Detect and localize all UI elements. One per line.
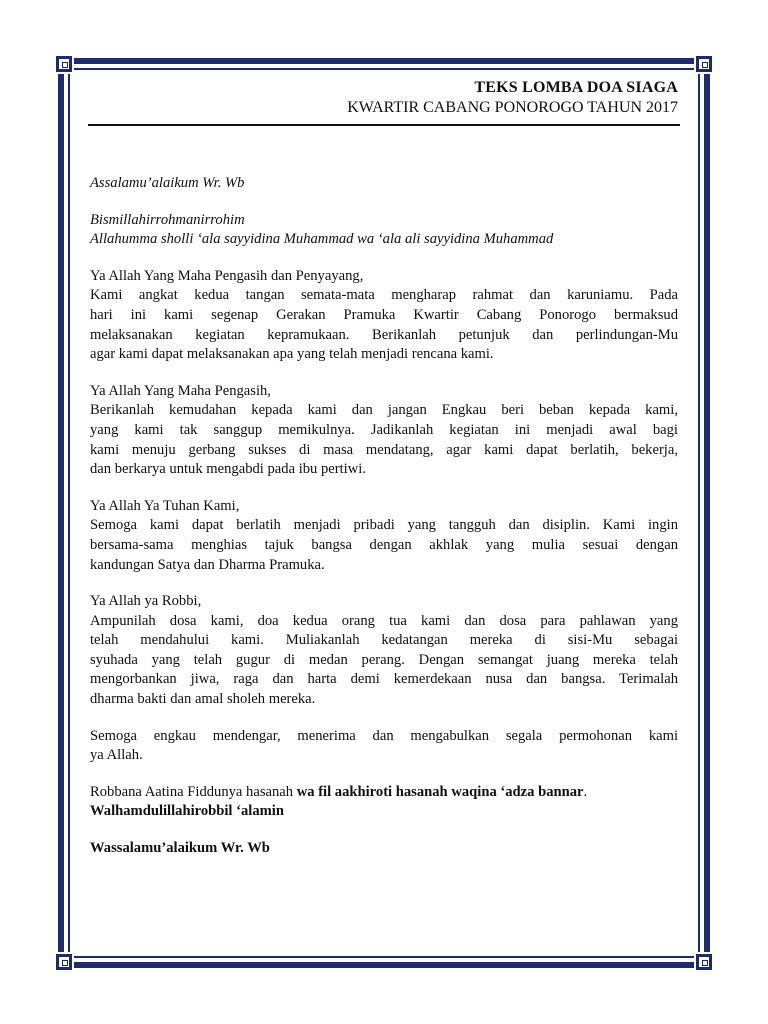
prayer-section	[90, 497, 678, 575]
document-subtitle: KWARTIR CABANG PONOROGO TAHUN 2017	[347, 99, 678, 116]
section-heading: Ya Allah ya Robbi,	[90, 593, 202, 610]
section-line: Kami angkat kedua tangan semata-mata mengharap rahmat dan karuniamu. Pada	[90, 287, 678, 304]
closing-request	[90, 727, 678, 766]
section-line: Ampunilah dosa kami, doa kedua orang tua kami dan dosa para pahlawan yang	[90, 612, 678, 629]
closing-salam: Wassalamu’alaikum Wr. Wb	[90, 840, 270, 857]
section-line: dan berkarya untuk mengabdi pada ibu pertiwi.	[90, 461, 366, 478]
frame-inner-line-left	[68, 74, 70, 952]
section-line: mengorbankan jiwa, raga dan harta demi kemerdekaan nusa dan bangsa. Terimalah	[90, 671, 678, 688]
section-heading: Ya Allah Ya Tuhan Kami,	[90, 497, 240, 514]
closing-request-line: Semoga engkau mendengar, menerima dan mengabulkan segala permohonan kami	[90, 727, 678, 744]
section-heading: Ya Allah Yang Maha Pengasih dan Penyayang,	[90, 267, 364, 284]
section-line: agar kami dapat melaksanakan apa yang telah menjadi rencana kami.	[90, 346, 494, 363]
frame-border-left	[58, 74, 64, 952]
frame-inner-line-right	[698, 74, 700, 952]
frame-corner-ornament	[56, 954, 72, 970]
section-line: telah mendahului kami. Muliakanlah kedatangan mereka di sisi-Mu sebagai	[90, 632, 678, 649]
opening-salam: Assalamu’alaikum Wr. Wb	[90, 175, 245, 191]
frame-corner-ornament	[56, 56, 72, 72]
frame-inner-line-top	[74, 68, 694, 70]
prayer-text	[90, 174, 678, 876]
frame-corner-ornament	[696, 56, 712, 72]
prayer-section	[90, 592, 678, 710]
section-line: Berikanlah kemudahan kepada kami dan jangan Engkau beri beban kepada kami,	[90, 402, 678, 419]
prayer-section	[90, 382, 678, 480]
prayer-section	[90, 267, 678, 365]
closing-prayer-normal: Robbana Aatina Fiddunya hasanah	[90, 783, 297, 800]
header-divider	[88, 124, 680, 126]
basmalah: Bismillahirrohmanirrohim	[90, 211, 245, 228]
section-line: syuhada yang telah gugur di medan perang. Dengan semangat juang mereka telah	[90, 651, 678, 668]
section-line: dharma bakti dan amal sholeh mereka.	[90, 691, 316, 708]
section-line: bersama-sama menghias tajuk bangsa dengan akhlak yang mulia sesuai dengan	[90, 536, 678, 553]
frame-border-bottom	[74, 962, 694, 968]
section-line: Semoga kami dapat berlatih menjadi pribadi yang tangguh dan disiplin. Kami ingin	[90, 517, 678, 534]
document-header	[88, 78, 678, 118]
section-line: hari ini kami segenap Gerakan Pramuka Kwartir Cabang Ponorogo bermaksud	[90, 306, 678, 323]
hamdalah: Walhamdulillahirobbil ‘alamin	[90, 803, 284, 820]
frame-inner-line-bottom	[74, 956, 694, 958]
section-line: yang kami tak sanggup memikulnya. Jadikanlah kegiatan ini menjadi awal bagi	[90, 421, 678, 438]
frame-corner-ornament	[696, 954, 712, 970]
closing-request-line: ya Allah.	[90, 747, 143, 764]
section-line: kandungan Satya dan Dharma Pramuka.	[90, 556, 325, 573]
section-heading: Ya Allah Yang Maha Pengasih,	[90, 382, 271, 399]
closing-prayer-line	[90, 783, 678, 803]
frame-border-right	[704, 74, 710, 952]
opening-invocation	[90, 211, 678, 250]
closing-prayer-bold: wa fil aakhiroti hasanah waqina ‘adza bannar	[296, 783, 584, 800]
closing-prayer	[90, 783, 678, 822]
closing-prayer-period: .	[583, 783, 588, 800]
section-line: kami menuju gerbang sukses di masa mendatang, agar kami dapat berlatih, bekerja,	[90, 441, 678, 458]
shalawat: Allahumma sholli ‘ala sayyidina Muhammad wa ‘ala ali sayyidina Muhammad	[90, 231, 554, 248]
document-title: TEKS LOMBA DOA SIAGA	[474, 79, 678, 96]
frame-border-top	[74, 58, 694, 64]
section-line: melaksanakan kegiatan kepramukaan. Berikanlah petunjuk dan perlindungan-Mu	[90, 326, 678, 343]
